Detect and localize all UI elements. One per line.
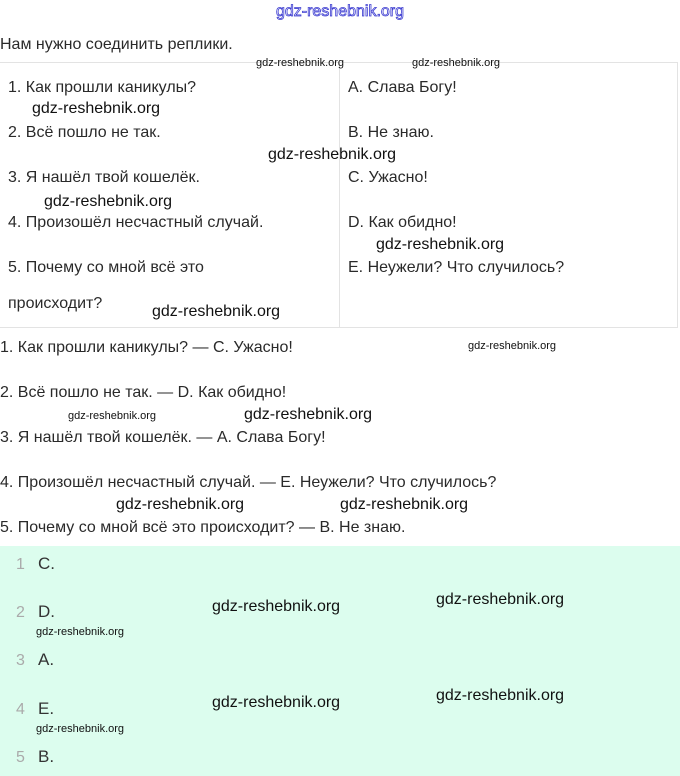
match-2: 2. Всё пошло не так. — D. Как обидно! — [0, 384, 287, 401]
watermark: gdz-reshebnik.org — [376, 236, 505, 253]
site-watermark-header: gdz-reshebnik.org — [275, 3, 405, 20]
right-item-d: D. Как обидно! — [348, 214, 457, 231]
watermark: gdz-reshebnik.org — [44, 193, 173, 210]
watermark: gdz-reshebnik.org — [36, 626, 125, 638]
left-item-4: 4. Произошёл несчастный случай. — [8, 214, 264, 231]
left-item-3: 3. Я нашёл твой кошелёк. — [8, 169, 200, 186]
intro-text: Нам нужно соединить реплики. — [0, 36, 233, 53]
watermark: gdz-reshebnik.org — [256, 57, 345, 69]
watermark: gdz-reshebnik.org — [268, 146, 397, 163]
watermark: gdz-reshebnik.org — [436, 591, 565, 608]
answer-number: 5 — [16, 749, 25, 766]
answer-letter: B. — [38, 747, 55, 766]
answer-number: 4 — [16, 701, 25, 718]
watermark: gdz-reshebnik.org — [436, 687, 565, 704]
right-item-b: B. Не знаю. — [348, 124, 434, 141]
watermark: gdz-reshebnik.org — [244, 406, 373, 423]
answer-number: 3 — [16, 652, 25, 669]
left-item-2: 2. Всё пошло не так. — [8, 124, 161, 141]
answer-letter: C. — [38, 554, 55, 573]
watermark: gdz-reshebnik.org — [32, 100, 161, 117]
watermark: gdz-reshebnik.org — [36, 723, 125, 735]
match-5: 5. Почему со мной всё это происходит? — B. Не знаю. — [0, 519, 406, 536]
match-3: 3. Я нашёл твой кошелёк. — A. Слава Богу! — [0, 429, 326, 446]
watermark: gdz-reshebnik.org — [152, 303, 281, 320]
right-item-a: A. Слава Богу! — [348, 79, 457, 96]
watermark: gdz-reshebnik.org — [468, 340, 557, 352]
watermark: gdz-reshebnik.org — [412, 57, 501, 69]
left-item-5-cont: происходит? — [8, 295, 103, 312]
right-item-c: C. Ужасно! — [348, 169, 428, 186]
right-item-e: E. Неужели? Что случилось? — [348, 259, 565, 276]
match-1: 1. Как прошли каникулы? — C. Ужасно! — [0, 339, 293, 356]
answer-block — [0, 546, 680, 776]
answer-letter: D. — [38, 602, 55, 621]
answer-letter: E. — [38, 699, 55, 718]
left-item-5: 5. Почему со мной всё это — [8, 259, 204, 276]
answer-number: 2 — [16, 604, 25, 621]
watermark: gdz-reshebnik.org — [116, 496, 245, 513]
answer-letter: A. — [38, 650, 55, 669]
left-item-1: 1. Как прошли каникулы? — [8, 79, 197, 96]
column-divider — [339, 63, 340, 327]
answer-number: 1 — [16, 556, 25, 573]
match-4: 4. Произошёл несчастный случай. — E. Неужели? Что случилось? — [0, 474, 497, 491]
watermark: gdz-reshebnik.org — [212, 694, 341, 711]
watermark: gdz-reshebnik.org — [212, 598, 341, 615]
watermark: gdz-reshebnik.org — [340, 496, 469, 513]
watermark: gdz-reshebnik.org — [68, 410, 157, 422]
